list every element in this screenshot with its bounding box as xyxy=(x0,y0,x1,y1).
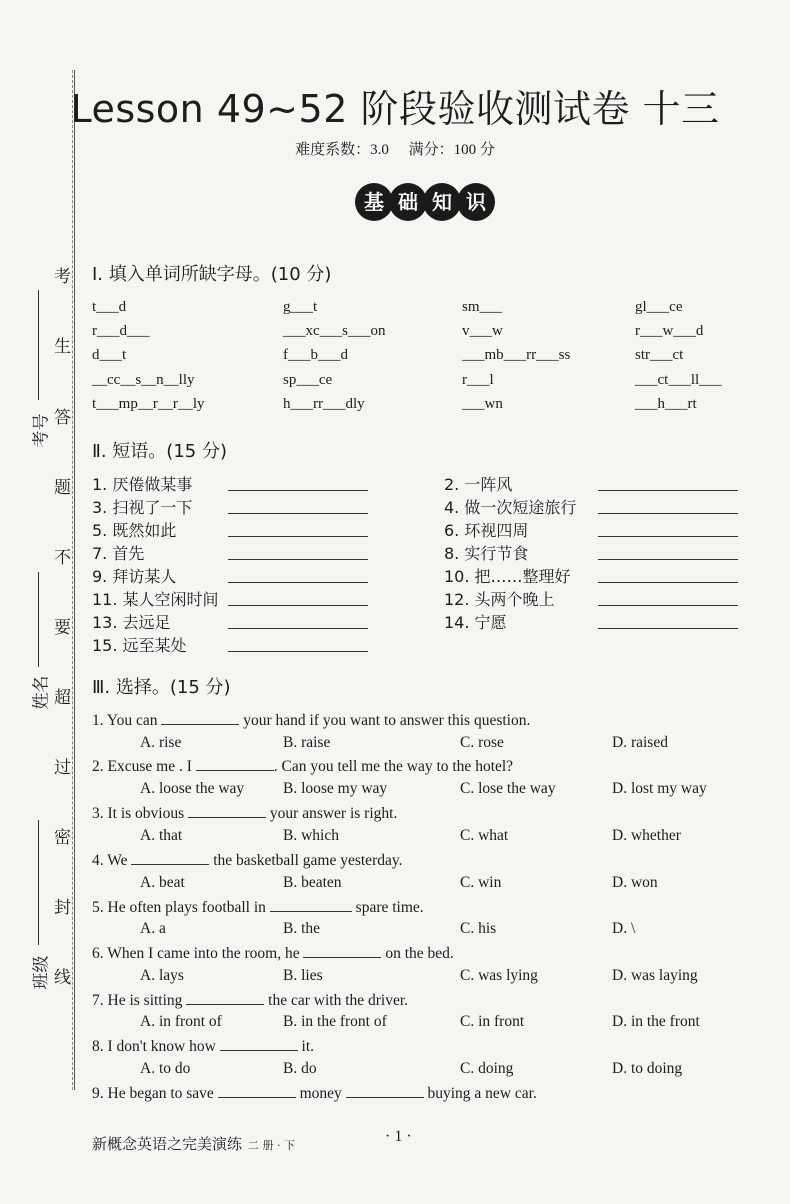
option[interactable]: B. lies xyxy=(283,967,323,984)
answer-blank[interactable] xyxy=(228,490,368,491)
word-fill: sm___ xyxy=(462,299,503,315)
answer-blank[interactable] xyxy=(303,943,381,958)
word-fill: d___t xyxy=(92,347,127,363)
margin-char: 答 xyxy=(54,408,71,428)
badge-char: 知 xyxy=(423,183,461,221)
option[interactable]: A. rise xyxy=(140,734,182,751)
margin-char: 生 xyxy=(54,337,71,357)
option[interactable]: C. rose xyxy=(460,734,504,751)
option[interactable]: D. was laying xyxy=(612,967,698,984)
option[interactable]: C. in front xyxy=(460,1013,525,1030)
word-fill: ___mb___rr___ss xyxy=(462,347,571,363)
option[interactable]: B. loose my way xyxy=(283,780,388,797)
phrase-item: 8. 实行节食 xyxy=(444,544,529,563)
phrase-item: 12. 头两个晚上 xyxy=(444,590,555,609)
exam-number-line xyxy=(38,290,39,400)
section3-heading: Ⅲ. 选择。(15 分) xyxy=(92,677,231,698)
answer-blank[interactable] xyxy=(196,756,274,771)
option[interactable]: A. loose the way xyxy=(140,780,245,797)
word-fill: t___mp__r__r__ly xyxy=(92,396,205,412)
difficulty: 难度系数：3.0 xyxy=(295,142,389,158)
answer-blank[interactable] xyxy=(228,536,368,537)
option[interactable]: A. lays xyxy=(140,967,184,984)
option[interactable]: D. \ xyxy=(612,920,636,937)
option[interactable]: D. in the front xyxy=(612,1013,700,1030)
margin-char: 不 xyxy=(54,548,71,568)
option[interactable]: A. in front of xyxy=(140,1013,222,1030)
word-fill: r___w___d xyxy=(635,323,704,339)
section2-heading: Ⅱ. 短语。(15 分) xyxy=(92,441,227,462)
option[interactable]: A. a xyxy=(140,920,166,937)
answer-blank[interactable] xyxy=(228,559,368,560)
answer-blank[interactable] xyxy=(598,582,738,583)
option[interactable]: C. lose the way xyxy=(460,780,556,797)
margin-char: 密 xyxy=(54,828,71,848)
question-5: 5. He often plays football in spare time. xyxy=(92,899,424,916)
option[interactable]: C. doing xyxy=(460,1060,514,1077)
badge-char: 识 xyxy=(457,183,495,221)
answer-blank[interactable] xyxy=(220,1036,298,1051)
seal-line xyxy=(74,70,75,1090)
question-3: 3. It is obvious your answer is right. xyxy=(92,805,398,822)
answer-blank[interactable] xyxy=(228,651,368,652)
option[interactable]: B. the xyxy=(283,920,321,937)
section1-heading: Ⅰ. 填入单词所缺字母。(10 分) xyxy=(92,264,332,285)
margin-char: 线 xyxy=(54,968,71,988)
answer-blank[interactable] xyxy=(598,605,738,606)
answer-blank[interactable] xyxy=(598,628,738,629)
section-badge xyxy=(355,183,495,221)
option[interactable]: B. raise xyxy=(283,734,331,751)
word-fill: str___ct xyxy=(635,347,684,363)
question-2: 2. Excuse me . I . Can you tell me the way to the hotel? xyxy=(92,758,514,775)
question-9: 9. He began to save money buying a new car. xyxy=(92,1085,537,1102)
phrase-item: 11. 某人空闲时间 xyxy=(92,590,219,609)
footer-book-title: 新概念英语之完美演练 二 册 · 下 xyxy=(92,1135,296,1153)
margin-char: 超 xyxy=(54,688,71,708)
word-fill: g___t xyxy=(283,299,318,315)
margin-char: 考 xyxy=(54,267,71,287)
class-line xyxy=(38,820,39,945)
option[interactable]: B. do xyxy=(283,1060,317,1077)
answer-blank[interactable] xyxy=(346,1083,424,1098)
option[interactable]: A. that xyxy=(140,827,183,844)
word-fill: ___wn xyxy=(462,396,503,412)
margin-char: 题 xyxy=(54,478,71,498)
word-fill: ___h___rt xyxy=(635,396,697,412)
answer-blank[interactable] xyxy=(228,513,368,514)
page-title: Lesson 49~52 阶段验收测试卷 十三 xyxy=(70,87,720,131)
name-line xyxy=(38,572,39,667)
answer-blank[interactable] xyxy=(188,803,266,818)
option[interactable]: C. his xyxy=(460,920,497,937)
word-fill: t___d xyxy=(92,299,127,315)
option[interactable]: D. raised xyxy=(612,734,668,751)
option[interactable]: A. to do xyxy=(140,1060,191,1077)
question-7: 7. He is sitting the car with the driver. xyxy=(92,992,409,1009)
margin-char: 封 xyxy=(54,898,71,918)
phrase-item: 6. 环视四周 xyxy=(444,521,529,540)
option[interactable]: D. lost my way xyxy=(612,780,707,797)
phrase-item: 5. 既然如此 xyxy=(92,521,177,540)
option[interactable]: B. which xyxy=(283,827,339,844)
option[interactable]: C. what xyxy=(460,827,509,844)
answer-blank[interactable] xyxy=(186,990,264,1005)
option[interactable]: C. win xyxy=(460,874,502,891)
answer-blank[interactable] xyxy=(598,536,738,537)
option[interactable]: A. beat xyxy=(140,874,185,891)
answer-blank[interactable] xyxy=(270,897,352,912)
exam-number-label: 考号 xyxy=(31,413,52,448)
word-fill: ___ct___ll___ xyxy=(635,372,722,388)
seal-line-dashed xyxy=(72,70,74,1090)
word-fill: r___d___ xyxy=(92,323,150,339)
answer-blank[interactable] xyxy=(228,582,368,583)
option[interactable]: B. in the front of xyxy=(283,1013,387,1030)
phrase-item: 3. 扫视了一下 xyxy=(92,498,193,517)
meta-info xyxy=(0,138,790,159)
answer-blank[interactable] xyxy=(598,513,738,514)
answer-blank[interactable] xyxy=(161,710,239,725)
word-fill: h___rr___dly xyxy=(283,396,365,412)
phrase-item: 1. 厌倦做某事 xyxy=(92,475,193,494)
phrase-item: 4. 做一次短途旅行 xyxy=(444,498,577,517)
word-fill: f___b___d xyxy=(283,347,348,363)
answer-blank[interactable] xyxy=(228,628,368,629)
question-4: 4. We the basketball game yesterday. xyxy=(92,852,403,869)
margin-char: 过 xyxy=(54,758,71,778)
answer-blank[interactable] xyxy=(218,1083,296,1098)
option[interactable]: B. beaten xyxy=(283,874,342,891)
question-1: 1. You can your hand if you want to answer this question. xyxy=(92,712,531,729)
answer-blank[interactable] xyxy=(228,605,368,606)
option[interactable]: C. was lying xyxy=(460,967,538,984)
badge-char: 础 xyxy=(389,183,427,221)
word-fill: sp___ce xyxy=(283,372,333,388)
option[interactable]: D. won xyxy=(612,874,658,891)
answer-blank[interactable] xyxy=(131,850,209,865)
full-score: 满分：100 分 xyxy=(408,142,495,158)
phrase-item: 13. 去远足 xyxy=(92,613,171,632)
word-fill: r___l xyxy=(462,372,494,388)
word-fill: gl___ce xyxy=(635,299,683,315)
option[interactable]: D. whether xyxy=(612,827,681,844)
footer-volume: 二 册 · 下 xyxy=(248,1139,296,1152)
option[interactable]: D. to doing xyxy=(612,1060,683,1077)
phrase-item: 10. 把……整理好 xyxy=(444,567,571,586)
phrase-item: 14. 宁愿 xyxy=(444,613,507,632)
answer-blank[interactable] xyxy=(598,490,738,491)
class-label: 班级 xyxy=(31,955,52,990)
page-number: · 1 · xyxy=(385,1128,412,1145)
word-fill: ___xc___s___on xyxy=(283,323,386,339)
name-label: 姓名 xyxy=(31,675,52,710)
word-fill: v___w xyxy=(462,323,503,339)
question-6: 6. When I came into the room, he on the bed. xyxy=(92,945,454,962)
margin-char: 要 xyxy=(54,618,71,638)
badge-char: 基 xyxy=(355,183,393,221)
word-fill: __cc__s__n__lly xyxy=(92,372,195,388)
phrase-item: 15. 远至某处 xyxy=(92,636,187,655)
phrase-item: 7. 首先 xyxy=(92,544,145,563)
phrase-item: 9. 拜访某人 xyxy=(92,567,177,586)
phrase-item: 2. 一阵风 xyxy=(444,475,513,494)
answer-blank[interactable] xyxy=(598,559,738,560)
question-8: 8. I don't know how it. xyxy=(92,1038,315,1055)
